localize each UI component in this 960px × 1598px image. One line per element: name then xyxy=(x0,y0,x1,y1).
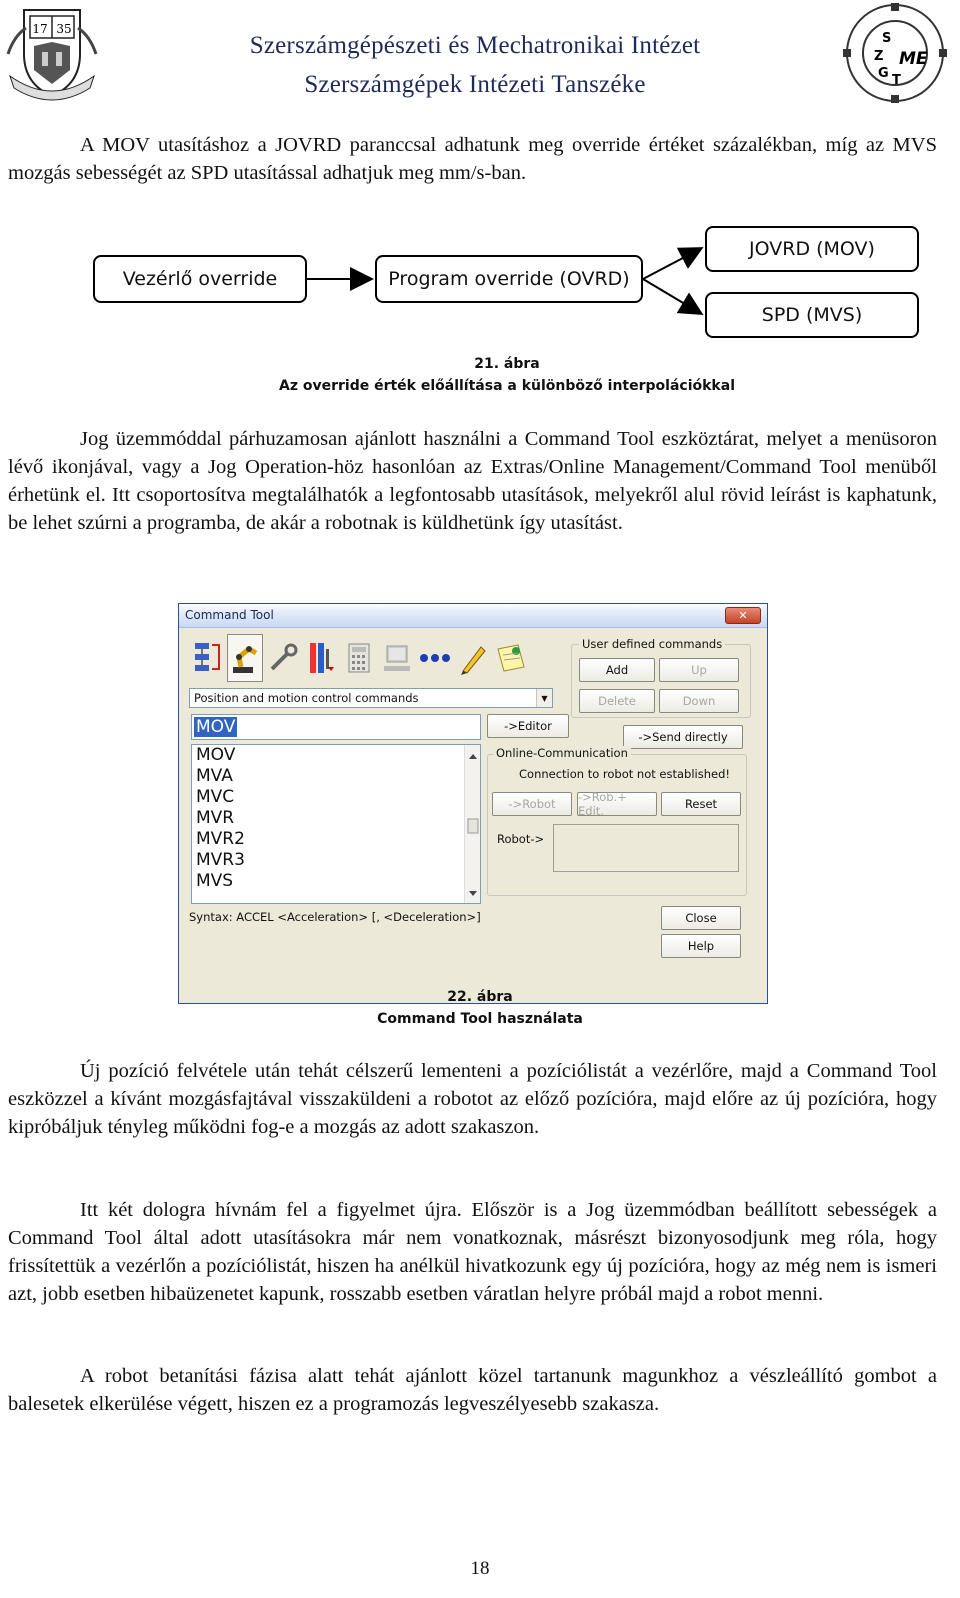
list-item[interactable]: MVS xyxy=(196,871,234,891)
window-title: Command Tool xyxy=(185,608,274,622)
list-item[interactable]: MVR xyxy=(196,808,235,828)
page-number: 18 xyxy=(470,1558,490,1579)
figure-22-caption: Command Tool használata xyxy=(377,1011,583,1027)
add-button[interactable]: Add xyxy=(579,658,655,682)
command-input[interactable] xyxy=(191,714,481,740)
institute-name: Szerszámgépészeti és Mechatronikai Intézet xyxy=(249,32,701,59)
svg-text:S: S xyxy=(882,31,892,46)
paragraph-emergency-stop: A robot betanítási fázisa alatt tehát ajánlott közel tartanunk magunkhoz a vészleállító gombot a balesetek elkerülése végett, hiszen ez a programozás legveszélyesebb szakasza. xyxy=(8,1365,937,1415)
online-communication-label: Online-Communication xyxy=(493,746,631,760)
robot-arm-icon[interactable] xyxy=(227,634,263,682)
paragraph-new-position: Új pozíció felvétele után tehát célszerű lementeni a pozíciólistát a vezérlőre, majd a Command Tool eszközzel a kívánt mozgásfajtával visszaküldeni a robotot az előző pozícióra, majd előre az új pozícióra, hogy kipróbáljuk tényleg működni fog-e a mozgás az adott szakaszon. xyxy=(8,1060,937,1138)
close-button[interactable]: Close xyxy=(661,906,741,930)
diagram-box-jovrd: JOVRD (MOV) xyxy=(705,226,919,272)
figure-21-number: 21. ábra xyxy=(474,356,540,372)
to-robot-edit-button[interactable]: ->Rob.+ Edit. xyxy=(577,792,657,816)
list-item[interactable]: MVR3 xyxy=(196,850,245,870)
user-defined-commands-label: User defined commands xyxy=(579,637,725,651)
list-item[interactable]: MOV xyxy=(196,745,236,765)
list-scrollbar[interactable] xyxy=(464,745,480,903)
diagram-box-program-override: Program override (OVRD) xyxy=(375,255,643,303)
figure-22-number: 22. ábra xyxy=(447,989,513,1005)
list-item[interactable]: MVC xyxy=(196,787,235,807)
send-directly-button[interactable]: ->Send directly xyxy=(623,725,743,749)
command-tool-window xyxy=(178,603,768,1004)
down-button[interactable]: Down xyxy=(659,689,739,713)
svg-text:Z: Z xyxy=(874,49,884,64)
reset-button[interactable]: Reset xyxy=(661,792,741,816)
up-button[interactable]: Up xyxy=(659,658,739,682)
diagram-box-controller-override: Vezérlő override xyxy=(93,255,307,303)
list-item[interactable]: MVR2 xyxy=(196,829,245,849)
svg-text:T: T xyxy=(892,73,901,88)
figure-21-caption: Az override érték előállítása a különböző interpolációkkal xyxy=(278,378,735,394)
robot-output-box xyxy=(553,824,739,872)
computer-icon[interactable] xyxy=(379,634,415,682)
help-button[interactable]: Help xyxy=(661,934,741,958)
diagram-box-spd: SPD (MVS) xyxy=(705,292,919,338)
diagram-arrows xyxy=(0,0,960,360)
list-item[interactable]: MVA xyxy=(196,766,233,786)
command-list[interactable] xyxy=(191,744,481,904)
chevron-down-icon[interactable]: ▼ xyxy=(536,689,552,707)
command-category-select[interactable] xyxy=(189,688,553,708)
notepad-icon[interactable] xyxy=(493,634,529,682)
window-body xyxy=(187,634,760,997)
dots-icon[interactable] xyxy=(417,634,453,682)
syntax-hint: Syntax: ACCEL <Acceleration> [, <Deceleration>] xyxy=(189,910,481,924)
command-category-value: Position and motion control commands xyxy=(194,691,419,705)
flowchart-icon[interactable] xyxy=(189,634,225,682)
svg-text:17: 17 xyxy=(32,22,48,36)
command-input-value: MOV xyxy=(196,717,236,737)
department-name: Szerszámgépek Intézeti Tanszéke xyxy=(304,71,646,98)
pencil-icon[interactable] xyxy=(455,634,491,682)
paragraph-command-tool: Jog üzemmóddal párhuzamosan ajánlott használni a Command Tool eszköztárat, melyet a menüsoron lévő ikonjával, vagy a Jog Operation-höz hasonlóan az Extras/Online Management/Command Tool menüből érhetünk el. Itt csoportosítva megtalálhatók a legfontosabb utasítások, melyekről alul rövid leírást is kaphatunk, be lehet szúrni a programba, de akár a robotnak is küldhetünk így utasítást. xyxy=(8,428,937,534)
io-signals-icon[interactable] xyxy=(303,634,339,682)
svg-text:G: G xyxy=(878,66,889,81)
paragraph-mov-override: A MOV utasításhoz a JOVRD paranccsal adhatunk meg override értéket százalékban, míg az MVS mozgás sebességét az SPD utasítással adhatjuk meg mm/s-ban. xyxy=(8,134,937,184)
paragraph-attention: Itt két dologra hívnám fel a figyelmet újra. Először is a Jog üzemmódban beállított sebességek a Command Tool által adott utasításokra már nem vonatkoznak, másrészt bizonyosodjunk meg róla, hogy frissítettük a vezérlőn a pozíciólistát, hiszen ha anélkül hivatkozunk egy új pozícióra, hogy az még nem is ismeri azt, jobb esetben hibaüzenetet kapunk, rosszabb esetben váratlan helyre próbál majd a robot menni. xyxy=(8,1199,937,1305)
delete-button[interactable]: Delete xyxy=(579,689,655,713)
svg-text:ME: ME xyxy=(899,49,928,69)
to-robot-button[interactable]: ->Robot xyxy=(492,792,572,816)
window-title-bar xyxy=(179,604,767,628)
editor-button[interactable]: ->Editor xyxy=(487,714,569,738)
connection-status: Connection to robot not established! xyxy=(519,767,731,781)
calculator-icon[interactable] xyxy=(341,634,377,682)
svg-text:35: 35 xyxy=(56,22,72,36)
window-close-button[interactable]: ✕ xyxy=(725,607,761,624)
wrench-icon[interactable] xyxy=(265,634,301,682)
robot-output-label: Robot-> xyxy=(497,832,545,846)
